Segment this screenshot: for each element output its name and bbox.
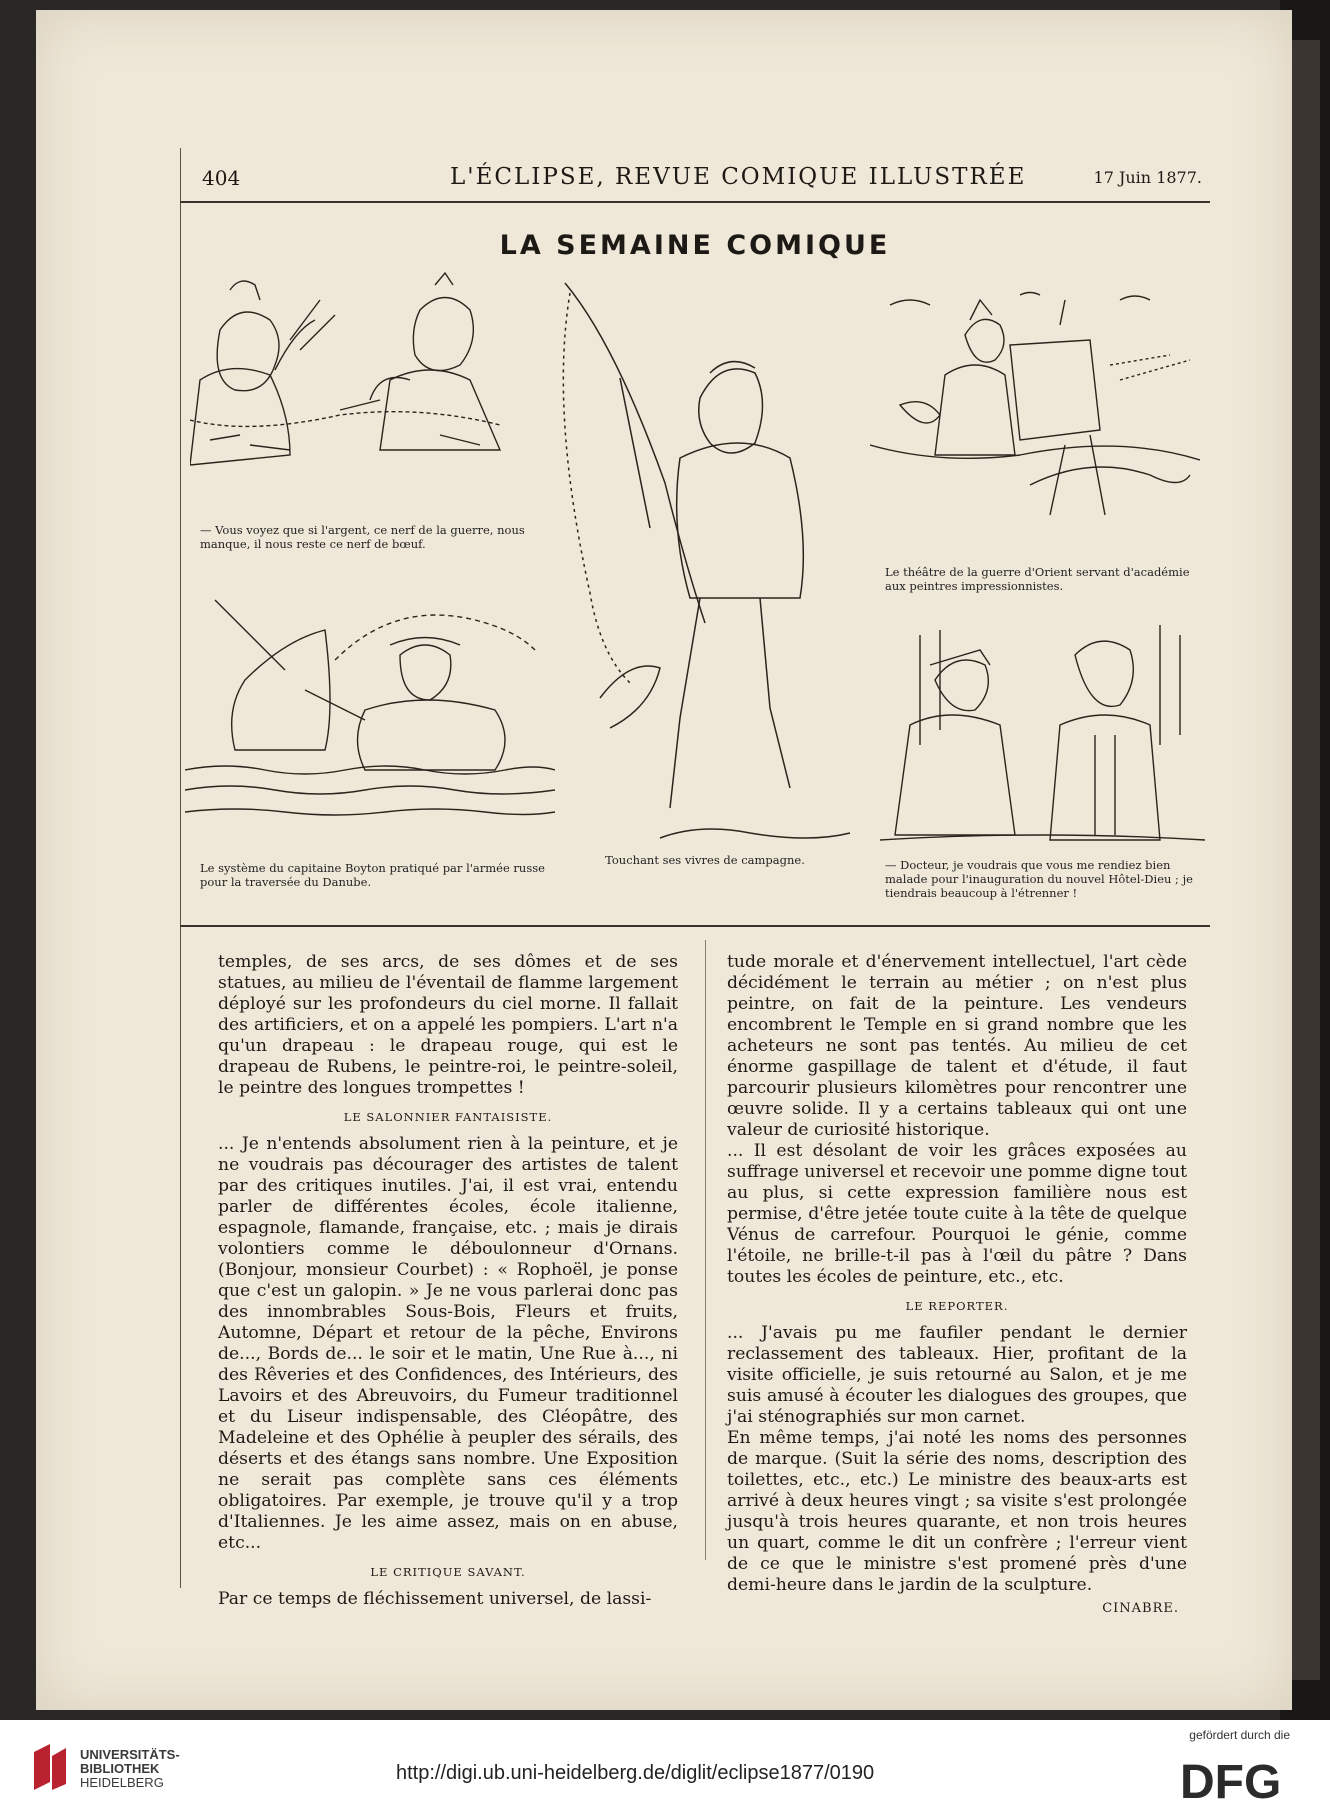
caption-painter: Le théâtre de la guerre d'Orient servant d'académie aux peintres impressionnistes. — [885, 565, 1190, 593]
paragraph-ministre: En même temps, j'ai noté les noms des personnes de marque. (Suit la série des noms, description des toilettes, etc., etc.) Le ministre des beaux-arts est arrivé à deux heures vingt ; sa visite s'est prolongée jusqu'à trois heures quarante, et non trois heures un quart, comme le dit un confrère ; l'erreur vient de ce que le ministre s'est promené près d'une demi-heure dans le jardin de la sculpture. — [727, 1428, 1187, 1595]
illustration-soldier-fishing — [560, 278, 860, 848]
sketch-doctor — [880, 625, 1205, 850]
article-column-left — [218, 952, 678, 1610]
journal-title: L'ÉCLIPSE, REVUE COMIQUE ILLUSTRÉE — [450, 164, 1027, 190]
caption-boyton: Le système du capitaine Boyton pratiqué par l'armée russe pour la traversée du Danube. — [200, 861, 545, 889]
illustration-boyton-crossing — [185, 590, 555, 840]
paragraph-reporter: ... J'avais pu me faufiler pendant le dernier reclassement des tableaux. Hier, profitant de la visite officielle, je suis retourné au Salon, et je me suis amusé à écouter les dialogues des groupes, que j'ai sténographiés sur mon carnet. — [727, 1323, 1187, 1427]
paragraph-critique-start: Par ce temps de fléchissement universel, de lassi- — [218, 1589, 652, 1609]
illustration-doctor-patient — [880, 625, 1205, 850]
subhead-critique: LE CRITIQUE SAVANT. — [370, 1565, 526, 1579]
paragraph-pompiers: temples, de ses arcs, de ses dômes et de ses statues, au milieu de l'éventail de flamme largement déployé sur les profondeurs du ciel morne. Il fallait des artificiers, et on a appelé les pompiers. L'art n'a qu'un drapeau : le drapeau rouge, qui est le drapeau de Rubens, le peintre-roi, le peintre-soleil, le peintre des longues trompettes ! — [218, 952, 678, 1098]
article-column-right — [727, 952, 1187, 1619]
issue-date: 17 Juin 1877. — [1093, 168, 1202, 187]
sketch-boat — [185, 590, 555, 840]
page-number: 404 — [202, 166, 241, 190]
sketch-officers — [190, 270, 535, 515]
caption-officers: — Vous voyez que si l'argent, ce nerf de la guerre, nous manque, il nous reste ce nerf de bœuf. — [200, 523, 525, 551]
illustration-painter-easel — [870, 285, 1200, 540]
caption-soldier: Touchant ses vivres de campagne. — [605, 853, 805, 867]
running-head — [180, 158, 1210, 198]
paragraph-graces: ... Il est désolant de voir les grâces exposées au suffrage universel et recevoir une pomme digne tout au plus, si cette expression familière nous est permise, d'être jetée toute cuite à la tête de quelque Vénus de carrefour. Pourquoi le génie, comme l'étoile, ne brille-t-il pas à l'œil du pâtre ? Dans toutes les écoles de peinture, etc., etc. — [727, 1141, 1187, 1287]
sketch-painter — [870, 285, 1200, 540]
dfg-logo-icon — [1180, 1756, 1298, 1804]
subhead-salonnier: LE SALONNIER FANTAISISTE. — [343, 1110, 553, 1124]
library-name — [80, 1748, 180, 1790]
sketch-soldier — [560, 278, 860, 848]
library-name-line1: UNIVERSITÄTS- — [80, 1747, 180, 1762]
digitization-footer — [0, 1720, 1330, 1819]
sponsor-note: gefördert durch die — [1189, 1728, 1290, 1742]
paragraph-critique-cont: tude morale et d'énervement intellectuel, l'art cède décidément le terrain au métier ; on n'est plus peintre, on fait de la peinture. Les vendeurs encombrent le Temple en si grand nombre que les acheteurs ne sont pas tentés. Au milieu de cet énorme gaspillage de talent et d'étude, il faut parcourir plusieurs kilomètres pour rencontrer une œuvre solide. Il y a certains tableaux qui ont une valeur de curiosité historique. — [727, 952, 1187, 1140]
column-rule — [705, 940, 706, 1560]
caption-doctor: — Docteur, je voudrais que vous me rendiez bien malade pour l'inauguration du nouvel Hôtel-Dieu ; je tiendrais beaucoup à l'étrenner ! — [885, 858, 1193, 900]
subhead-reporter: LE REPORTER. — [905, 1299, 1009, 1313]
header-rule — [180, 201, 1210, 203]
library-name-line2: BIBLIOTHEK — [80, 1761, 160, 1776]
source-url-link[interactable]: http://digi.ub.uni-heidelberg.de/diglit/eclipse1877/0190 — [396, 1762, 875, 1784]
author-signature: CINABRE. — [1102, 1601, 1179, 1616]
section-rule — [180, 925, 1210, 927]
comic-title: LA SEMAINE COMIQUE — [499, 230, 891, 261]
university-library-logo-icon — [30, 1742, 70, 1794]
funder-logotype: DFG — [1180, 1756, 1282, 1804]
scan-edge-tab — [1290, 40, 1320, 1680]
paragraph-salonnier: ... Je n'entends absolument rien à la peinture, et je ne voudrais pas décourager des artistes de talent par des critiques inutiles. J'ai, il est vrai, entendu parler de différentes écoles, école italienne, espagnole, flamande, française, etc. ; mais je dirais volontiers comme le déboulonneur d'Ornans. (Bonjour, monsieur Courbet) : « Rophoël, je ponse que c'est un galopin. » Je ne vous parlerai donc pas des innombrables Sous-Bois, Fleurs et fruits, Automne, Départ et retour de la pêche, Environs de..., Bords de... le soir et le matin, Une Rue à..., ni des Rêveries et des Confidences, des Intérieurs, des Lavoirs et des Abreuvoirs, du Fumeur traditionnel et du Liseur indispensable, des Cléopâtre, des Madeleine et des Ophélie à peupler des sérails, des déserts et des étangs sans nombre. Une Exposition ne serait pas complète sans ces éléments obligatoires. Par exemple, je trouve qu'il y a trop d'Italiennes. Je les aime assez, mais on en abuse, etc... — [218, 1134, 678, 1553]
library-name-line3: HEIDELBERG — [80, 1775, 164, 1790]
illustration-officers-whip — [190, 270, 535, 515]
